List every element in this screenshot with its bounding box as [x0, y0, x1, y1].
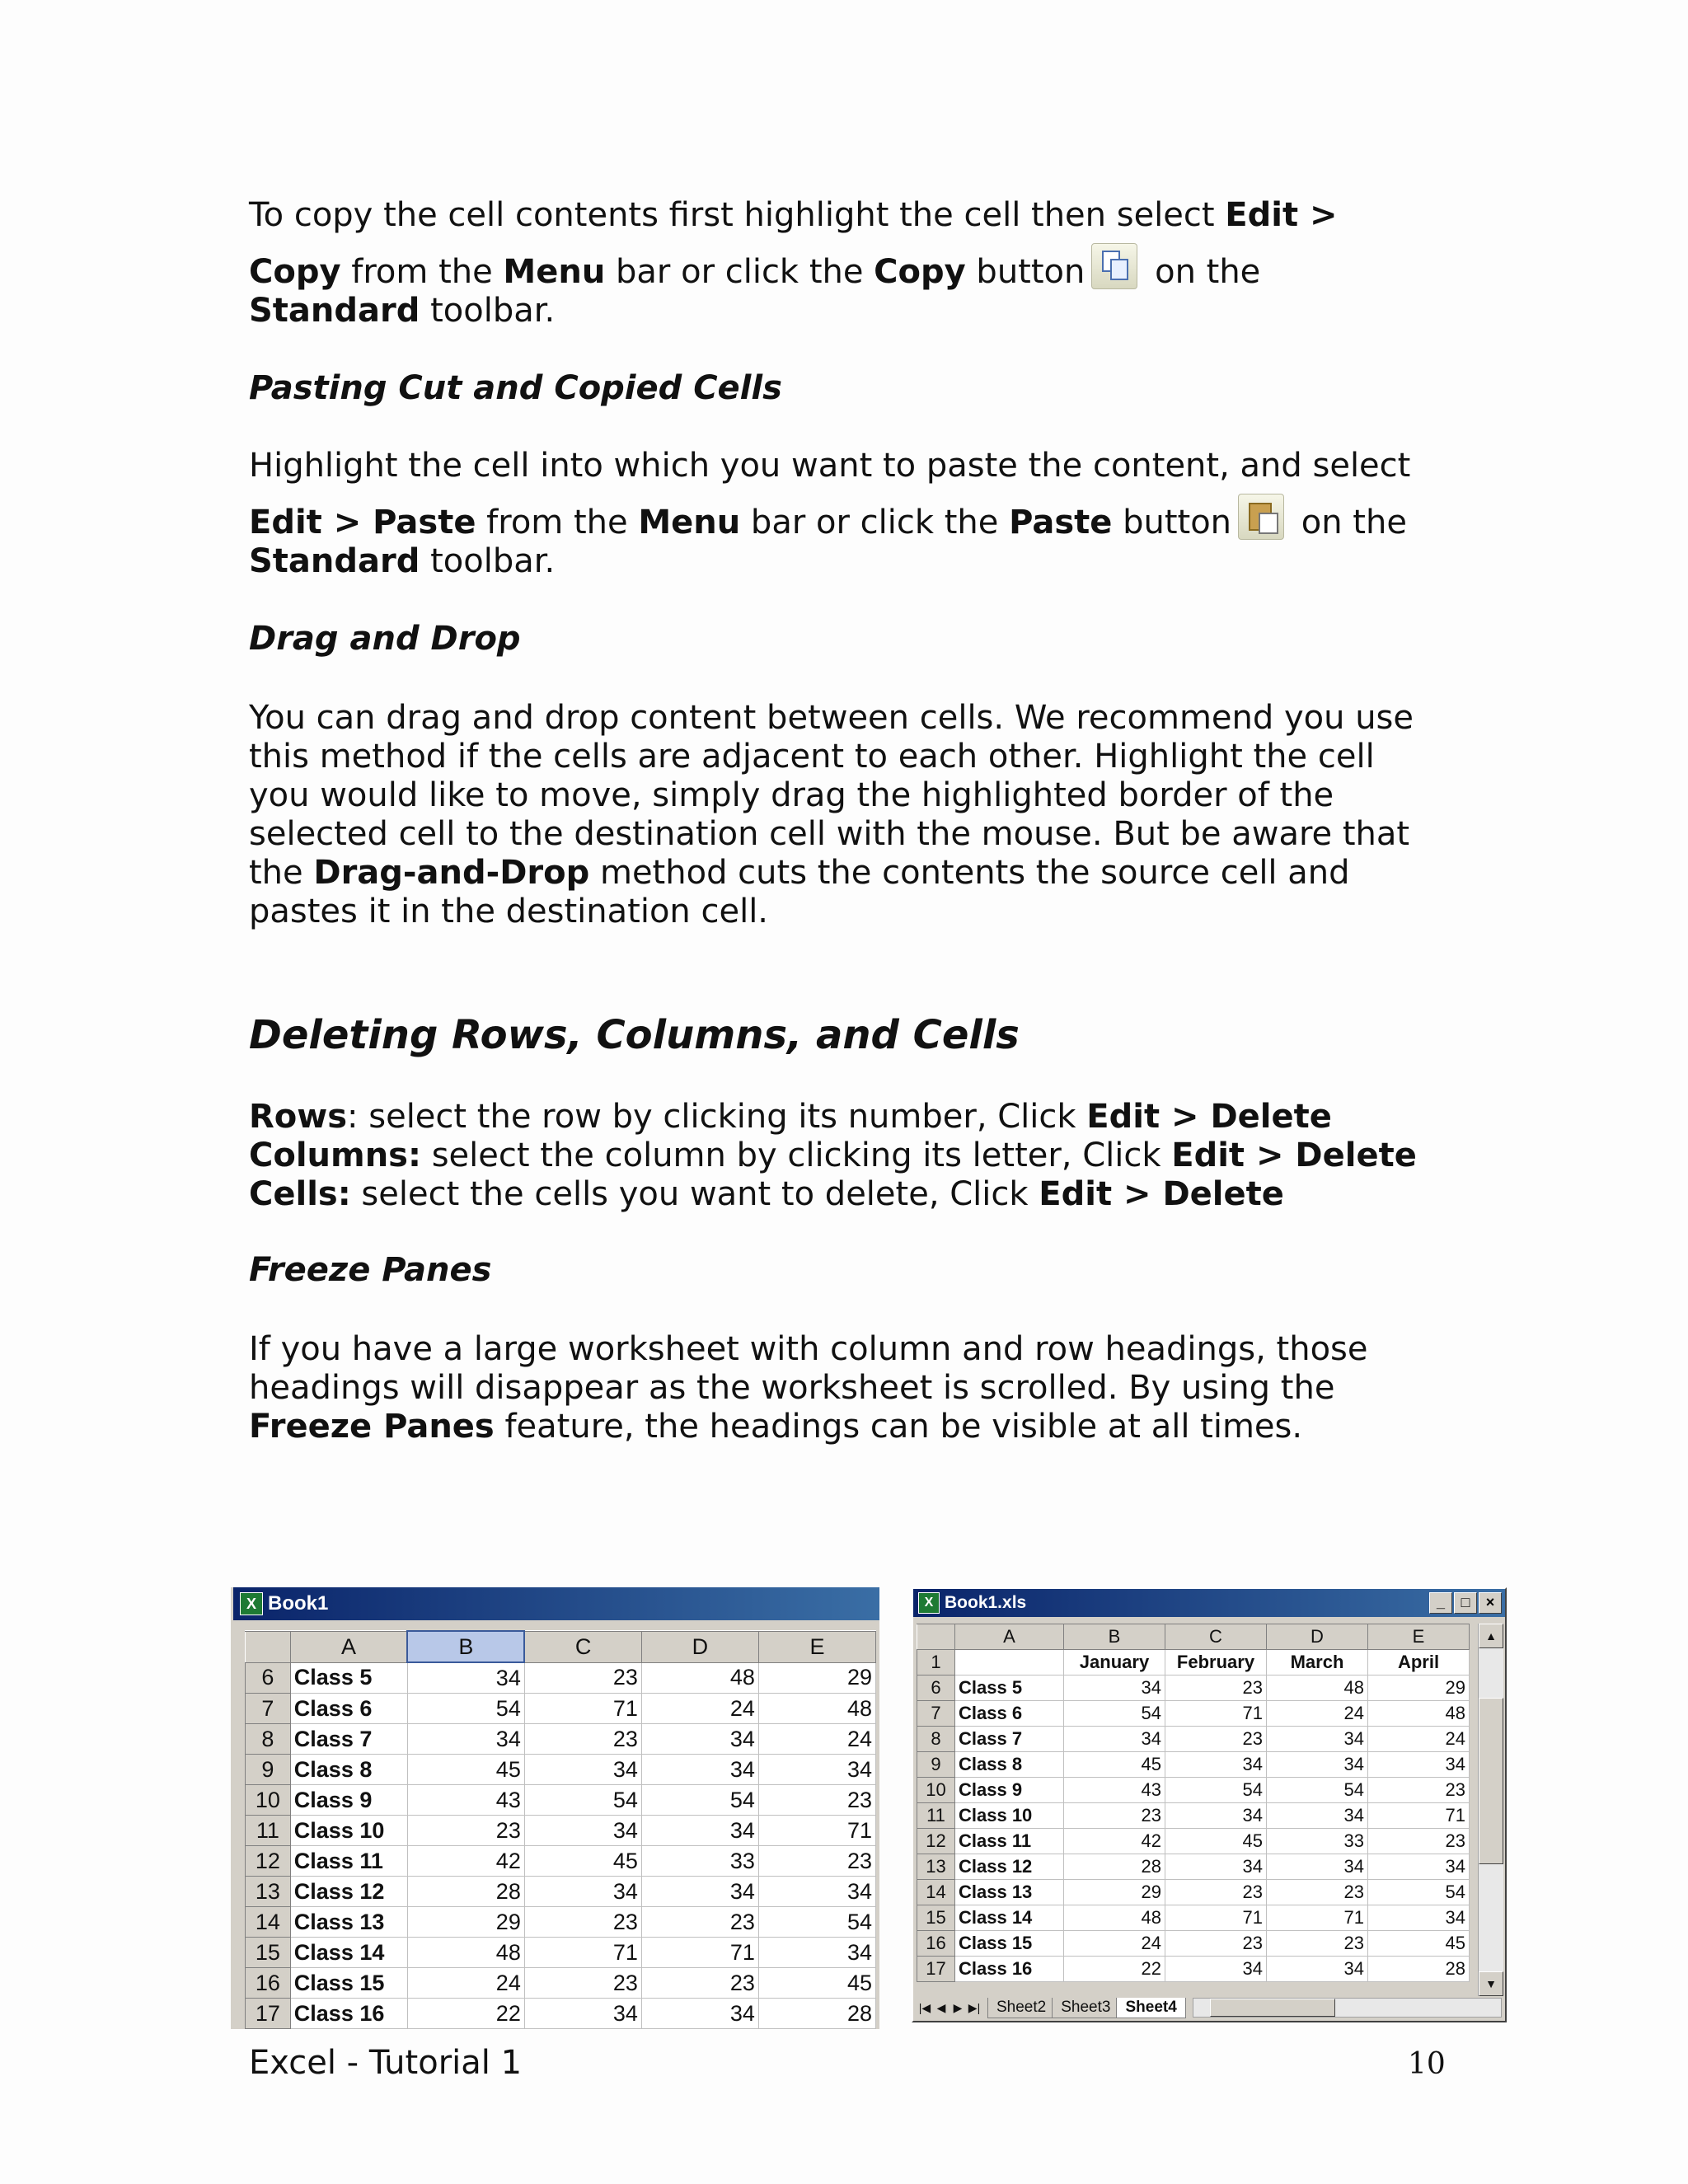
cell[interactable]: 23	[1267, 1880, 1368, 1905]
cell[interactable]: 23	[641, 1968, 758, 1999]
text: select the column by clicking its letter, Click	[420, 1137, 1172, 1174]
cell[interactable]: 34	[1165, 1854, 1267, 1880]
column-header[interactable]: B	[1064, 1624, 1165, 1650]
column-header[interactable]: B	[407, 1631, 524, 1662]
column-header[interactable]: A	[955, 1624, 1064, 1650]
header-cell[interactable]: April	[1368, 1650, 1470, 1675]
delete-line	[249, 1137, 1452, 1175]
row-header[interactable]: 10	[246, 1785, 291, 1816]
row-header[interactable]: 17	[246, 1999, 291, 2029]
freeze-heading: Freeze Panes	[249, 1251, 492, 1289]
cell[interactable]: 71	[1165, 1701, 1267, 1727]
cell[interactable]: 45	[758, 1968, 875, 1999]
cell[interactable]: 24	[1368, 1727, 1470, 1752]
cell[interactable]: Class 16	[290, 1999, 407, 2029]
cell[interactable]: 54	[641, 1785, 758, 1816]
cell[interactable]: 33	[641, 1846, 758, 1877]
cell[interactable]: 54	[758, 1907, 875, 1938]
cell[interactable]: Class 5	[290, 1662, 407, 1694]
cell[interactable]: 34	[1267, 1803, 1368, 1829]
cell[interactable]: 24	[1064, 1931, 1165, 1957]
cell[interactable]: 54	[1267, 1778, 1368, 1803]
table-row	[246, 1755, 876, 1785]
cell[interactable]: Class 14	[290, 1938, 407, 1968]
cell[interactable]: Class 6	[290, 1694, 407, 1724]
cell[interactable]: 34	[641, 1816, 758, 1846]
text: To copy the cell contents first highlight the cell then select	[249, 196, 1226, 234]
cell[interactable]: 34	[407, 1662, 524, 1694]
table-row	[917, 1854, 1470, 1880]
cell[interactable]: 34	[1368, 1854, 1470, 1880]
cell[interactable]: 34	[1267, 1854, 1368, 1880]
bold-text: Menu	[503, 253, 606, 291]
scroll-down-icon[interactable]: ▼	[1479, 1971, 1503, 1996]
spreadsheet-grid	[245, 1630, 876, 2029]
cell[interactable]: Class 11	[290, 1846, 407, 1877]
cell[interactable]: 23	[1064, 1803, 1165, 1829]
cell[interactable]: 34	[641, 1877, 758, 1907]
drag-paragraph	[249, 699, 1436, 931]
cell[interactable]: 43	[1064, 1778, 1165, 1803]
cell[interactable]: Class 13	[955, 1880, 1064, 1905]
cell[interactable]: 71	[524, 1694, 641, 1724]
delete-heading: Deleting Rows, Columns, and Cells	[249, 1012, 1020, 1058]
cell[interactable]: Class 7	[955, 1727, 1064, 1752]
cell[interactable]: 43	[407, 1785, 524, 1816]
text: select the cells you want to delete, Click	[350, 1175, 1039, 1213]
cell[interactable]: 23	[1165, 1880, 1267, 1905]
cell[interactable]: Class 13	[290, 1907, 407, 1938]
cell[interactable]: 24	[407, 1968, 524, 1999]
horizontal-scrollbar[interactable]	[1193, 1998, 1502, 2018]
row-header[interactable]: 7	[246, 1694, 291, 1724]
cell[interactable]: 29	[758, 1662, 875, 1694]
cell[interactable]: 45	[407, 1755, 524, 1785]
cell[interactable]: 71	[1267, 1905, 1368, 1931]
bold-text: Edit > Delete	[1086, 1098, 1332, 1136]
cell[interactable]: Class 7	[290, 1724, 407, 1755]
scroll-up-icon[interactable]: ▲	[1479, 1624, 1503, 1648]
title-bar	[233, 1587, 879, 1620]
drag-heading: Drag and Drop	[249, 620, 521, 658]
row-header[interactable]: 15	[917, 1905, 955, 1931]
excel-window-book1-xls	[912, 1587, 1507, 2022]
cell[interactable]: 42	[1064, 1829, 1165, 1854]
cell[interactable]: 34	[758, 1755, 875, 1785]
delete-line	[249, 1175, 1452, 1214]
title-bar	[913, 1589, 1505, 1617]
cell[interactable]: 34	[1064, 1675, 1165, 1701]
header-cell[interactable]	[955, 1650, 1064, 1675]
cell[interactable]: 23	[524, 1968, 641, 1999]
cell[interactable]: 22	[407, 1999, 524, 2029]
cell[interactable]: 34	[641, 1755, 758, 1785]
freeze-paragraph	[249, 1330, 1452, 1446]
column-header[interactable]: D	[641, 1631, 758, 1662]
table-row	[246, 1877, 876, 1907]
cell[interactable]: 42	[407, 1846, 524, 1877]
table-row	[917, 1829, 1470, 1854]
bold-text: Edit > Delete	[1039, 1175, 1284, 1213]
cell[interactable]: 28	[1368, 1957, 1470, 1982]
cell[interactable]: 23	[524, 1907, 641, 1938]
cell[interactable]: 34	[1267, 1727, 1368, 1752]
row-header[interactable]: 14	[917, 1880, 955, 1905]
text: from the	[476, 504, 639, 541]
row-header[interactable]: 6	[246, 1662, 291, 1694]
vertical-scrollbar[interactable]	[1478, 1624, 1503, 1996]
cell[interactable]: Class 15	[955, 1931, 1064, 1957]
table-row	[246, 1785, 876, 1816]
row-header[interactable]: 8	[246, 1724, 291, 1755]
table-row	[917, 1778, 1470, 1803]
table-row	[917, 1650, 1470, 1675]
cell[interactable]: 45	[1165, 1829, 1267, 1854]
row-header[interactable]: 13	[246, 1877, 291, 1907]
table-row	[917, 1931, 1470, 1957]
cell[interactable]: 34	[1368, 1752, 1470, 1778]
cell[interactable]: Class 15	[290, 1968, 407, 1999]
text: method cuts the contents the source cell and pastes it in the destination cell.	[249, 854, 1350, 930]
copy-icon	[1091, 243, 1137, 289]
cell[interactable]: Class 10	[955, 1803, 1064, 1829]
first-sheet-icon[interactable]: |◀	[918, 2001, 931, 2014]
cell[interactable]: 23	[1165, 1727, 1267, 1752]
bold-text: Standard	[249, 542, 420, 580]
row-header[interactable]: 9	[246, 1755, 291, 1785]
footer-title: Excel - Tutorial 1	[249, 2044, 523, 2082]
row-header[interactable]: 16	[917, 1931, 955, 1957]
cell[interactable]: Class 6	[955, 1701, 1064, 1727]
row-header[interactable]: 1	[917, 1650, 955, 1675]
row-header[interactable]: 9	[917, 1752, 955, 1778]
page-number: 10	[1408, 2047, 1446, 2081]
bold-text: Columns:	[249, 1137, 421, 1174]
cell[interactable]: 24	[641, 1694, 758, 1724]
row-header[interactable]: 11	[917, 1803, 955, 1829]
cell[interactable]: 33	[1267, 1829, 1368, 1854]
table-row	[917, 1752, 1470, 1778]
cell[interactable]: 48	[1368, 1701, 1470, 1727]
header-cell[interactable]: January	[1064, 1650, 1165, 1675]
cell[interactable]: 34	[524, 1877, 641, 1907]
cell[interactable]: 23	[758, 1846, 875, 1877]
cell[interactable]: 24	[758, 1724, 875, 1755]
table-row	[917, 1675, 1470, 1701]
excel-window-book1	[231, 1587, 879, 2029]
cell[interactable]: Class 16	[955, 1957, 1064, 1982]
bold-text: Edit >	[1225, 196, 1338, 234]
cell[interactable]: 45	[1064, 1752, 1165, 1778]
cell[interactable]: Class 9	[955, 1778, 1064, 1803]
cell[interactable]: 34	[1368, 1905, 1470, 1931]
cell[interactable]: 23	[1368, 1829, 1470, 1854]
table-row	[246, 1938, 876, 1968]
cell[interactable]: 34	[524, 1755, 641, 1785]
cell[interactable]: 34	[524, 1816, 641, 1846]
cell[interactable]: 34	[407, 1724, 524, 1755]
bold-text: Copy	[874, 253, 966, 291]
cell[interactable]: 54	[407, 1694, 524, 1724]
text: bar or click the	[605, 253, 874, 291]
select-all-corner[interactable]	[246, 1631, 291, 1662]
table-row	[917, 1957, 1470, 1982]
text: If you have a large worksheet with column and row headings, those headings will disappear as the worksheet is scrolled. By using the	[249, 1330, 1368, 1407]
excel-logo-icon: X	[918, 1592, 940, 1614]
row-header[interactable]: 16	[246, 1968, 291, 1999]
cell[interactable]: 48	[641, 1662, 758, 1694]
cell[interactable]: 45	[1368, 1931, 1470, 1957]
row-header[interactable]: 12	[246, 1846, 291, 1877]
cell[interactable]: 29	[407, 1907, 524, 1938]
row-header[interactable]: 10	[917, 1778, 955, 1803]
bold-text: Copy	[249, 253, 341, 291]
cell[interactable]: 71	[1165, 1905, 1267, 1931]
tab-sheet2[interactable]: Sheet2	[987, 1998, 1055, 2018]
cell[interactable]: 48	[407, 1938, 524, 1968]
scroll-thumb[interactable]	[1479, 1698, 1503, 1864]
table-row	[917, 1905, 1470, 1931]
last-sheet-icon[interactable]: ▶|	[968, 2001, 981, 2014]
text: toolbar.	[420, 542, 556, 580]
cell[interactable]: 71	[758, 1816, 875, 1846]
cell[interactable]: 45	[524, 1846, 641, 1877]
column-header[interactable]: E	[758, 1631, 875, 1662]
cell[interactable]: 34	[1267, 1752, 1368, 1778]
row-header[interactable]: 6	[917, 1675, 955, 1701]
next-sheet-icon[interactable]: ▶	[953, 2001, 963, 2014]
cell[interactable]: 34	[1165, 1957, 1267, 1982]
row-header[interactable]: 7	[917, 1701, 955, 1727]
cell[interactable]: 29	[1064, 1880, 1165, 1905]
row-header[interactable]: 13	[917, 1854, 955, 1880]
table-row	[917, 1880, 1470, 1905]
header-cell[interactable]: February	[1165, 1650, 1267, 1675]
cell[interactable]: 23	[1165, 1931, 1267, 1957]
table-row	[246, 1999, 876, 2029]
cell[interactable]: 34	[524, 1999, 641, 2029]
prev-sheet-icon[interactable]: ◀	[936, 2001, 946, 2014]
table-row	[246, 1662, 876, 1694]
cell[interactable]: 54	[1064, 1701, 1165, 1727]
delete-line	[249, 1098, 1452, 1137]
row-header[interactable]: 12	[917, 1829, 955, 1854]
select-all-corner[interactable]	[917, 1624, 955, 1650]
table-row	[246, 1694, 876, 1724]
delete-lines	[249, 1098, 1452, 1214]
column-header[interactable]: E	[1368, 1624, 1470, 1650]
cell[interactable]: 29	[1368, 1675, 1470, 1701]
cell[interactable]: 28	[758, 1999, 875, 2029]
text: toolbar.	[420, 292, 556, 330]
maximize-button[interactable]: □	[1454, 1592, 1477, 1614]
cell[interactable]: 23	[1267, 1931, 1368, 1957]
cell[interactable]: Class 12	[290, 1877, 407, 1907]
text: feature, the headings can be visible at all times.	[494, 1408, 1303, 1446]
cell[interactable]: 34	[641, 1999, 758, 2029]
cell[interactable]: 22	[1064, 1957, 1165, 1982]
window-title: Book1	[268, 1592, 329, 1615]
cell[interactable]: 23	[524, 1724, 641, 1755]
cell[interactable]: 71	[1368, 1803, 1470, 1829]
table-row	[917, 1701, 1470, 1727]
cell[interactable]: 28	[1064, 1854, 1165, 1880]
cell[interactable]: Class 9	[290, 1785, 407, 1816]
bold-text: Edit > Delete	[1171, 1137, 1417, 1174]
cell[interactable]: Class 11	[955, 1829, 1064, 1854]
cell[interactable]: Class 12	[955, 1854, 1064, 1880]
text: : select the row by clicking its number, Click	[347, 1098, 1087, 1136]
table-row	[246, 1968, 876, 1999]
column-header[interactable]: A	[290, 1631, 407, 1662]
bold-text: Freeze Panes	[249, 1408, 495, 1446]
cell[interactable]: Class 8	[290, 1755, 407, 1785]
header-cell[interactable]: March	[1267, 1650, 1368, 1675]
bold-text: Standard	[249, 292, 420, 330]
paste-paragraph	[249, 447, 1452, 581]
cell[interactable]: 23	[524, 1662, 641, 1694]
text: on the	[1291, 504, 1407, 541]
cell[interactable]: Class 5	[955, 1675, 1064, 1701]
text: button	[965, 253, 1085, 291]
row-header[interactable]: 17	[917, 1957, 955, 1982]
text: Highlight the cell into which you want to paste the content, and select	[249, 447, 1411, 485]
bold-text: Menu	[638, 504, 741, 541]
cell[interactable]: 48	[758, 1694, 875, 1724]
text: bar or click the	[740, 504, 1010, 541]
column-header[interactable]: C	[1165, 1624, 1267, 1650]
bold-text: Cells:	[249, 1175, 351, 1213]
row-header[interactable]: 11	[246, 1816, 291, 1846]
cell[interactable]: 23	[1368, 1778, 1470, 1803]
cell[interactable]: 24	[1267, 1701, 1368, 1727]
close-button[interactable]: ×	[1479, 1592, 1502, 1614]
cell[interactable]: 54	[1368, 1880, 1470, 1905]
text: button	[1112, 504, 1232, 541]
cell[interactable]: 34	[1267, 1957, 1368, 1982]
cell[interactable]: 23	[407, 1816, 524, 1846]
text: on the	[1144, 253, 1261, 291]
row-header[interactable]: 15	[246, 1938, 291, 1968]
bold-text: Drag-and-Drop	[313, 854, 590, 892]
window-title: Book1.xls	[945, 1593, 1027, 1612]
tab-sheet3[interactable]: Sheet3	[1052, 1998, 1119, 2018]
cell[interactable]: 23	[641, 1907, 758, 1938]
paste-heading: Pasting Cut and Copied Cells	[249, 369, 782, 407]
table-row	[917, 1803, 1470, 1829]
row-header[interactable]: 14	[246, 1907, 291, 1938]
cell[interactable]: 48	[1267, 1675, 1368, 1701]
bold-text: Rows	[249, 1098, 348, 1136]
copy-paragraph	[249, 196, 1452, 330]
row-header[interactable]: 8	[917, 1727, 955, 1752]
cell[interactable]: 54	[1165, 1778, 1267, 1803]
table-row	[246, 1907, 876, 1938]
bold-text: Paste	[1009, 504, 1113, 541]
bold-text: Edit > Paste	[249, 504, 476, 541]
cell[interactable]: 34	[758, 1938, 875, 1968]
minimize-button[interactable]: _	[1429, 1592, 1452, 1614]
cell[interactable]: 23	[758, 1785, 875, 1816]
paste-icon	[1238, 494, 1284, 540]
column-header[interactable]: D	[1267, 1624, 1368, 1650]
text: from the	[340, 253, 504, 291]
cell[interactable]: 48	[1064, 1905, 1165, 1931]
cell[interactable]: Class 8	[955, 1752, 1064, 1778]
table-row	[246, 1816, 876, 1846]
tab-sheet4[interactable]: Sheet4	[1116, 1998, 1185, 2018]
table-row	[246, 1846, 876, 1877]
cell[interactable]: 34	[641, 1724, 758, 1755]
excel-logo-icon: X	[240, 1592, 263, 1615]
text: You can drag and drop content between cells. We recommend you use this method if the cells are adjacent to each other. Highlight the cell you would like to move, simply drag the highlighted border of the selected cell to the destination cell with the mouse. But be aware that the	[249, 699, 1414, 892]
table-row	[917, 1727, 1470, 1752]
cell[interactable]: 34	[1165, 1752, 1267, 1778]
cell[interactable]: 28	[407, 1877, 524, 1907]
cell[interactable]: 34	[1064, 1727, 1165, 1752]
cell[interactable]: 23	[1165, 1675, 1267, 1701]
sheet-tab-bar	[917, 1996, 1502, 2019]
cell[interactable]: 71	[524, 1938, 641, 1968]
column-header[interactable]: C	[524, 1631, 641, 1662]
cell[interactable]: 34	[758, 1877, 875, 1907]
cell[interactable]: 34	[1165, 1803, 1267, 1829]
cell[interactable]: 71	[641, 1938, 758, 1968]
cell[interactable]: Class 10	[290, 1816, 407, 1846]
cell[interactable]: Class 14	[955, 1905, 1064, 1931]
cell[interactable]: 54	[524, 1785, 641, 1816]
table-row	[246, 1724, 876, 1755]
spreadsheet-grid	[917, 1624, 1470, 1982]
